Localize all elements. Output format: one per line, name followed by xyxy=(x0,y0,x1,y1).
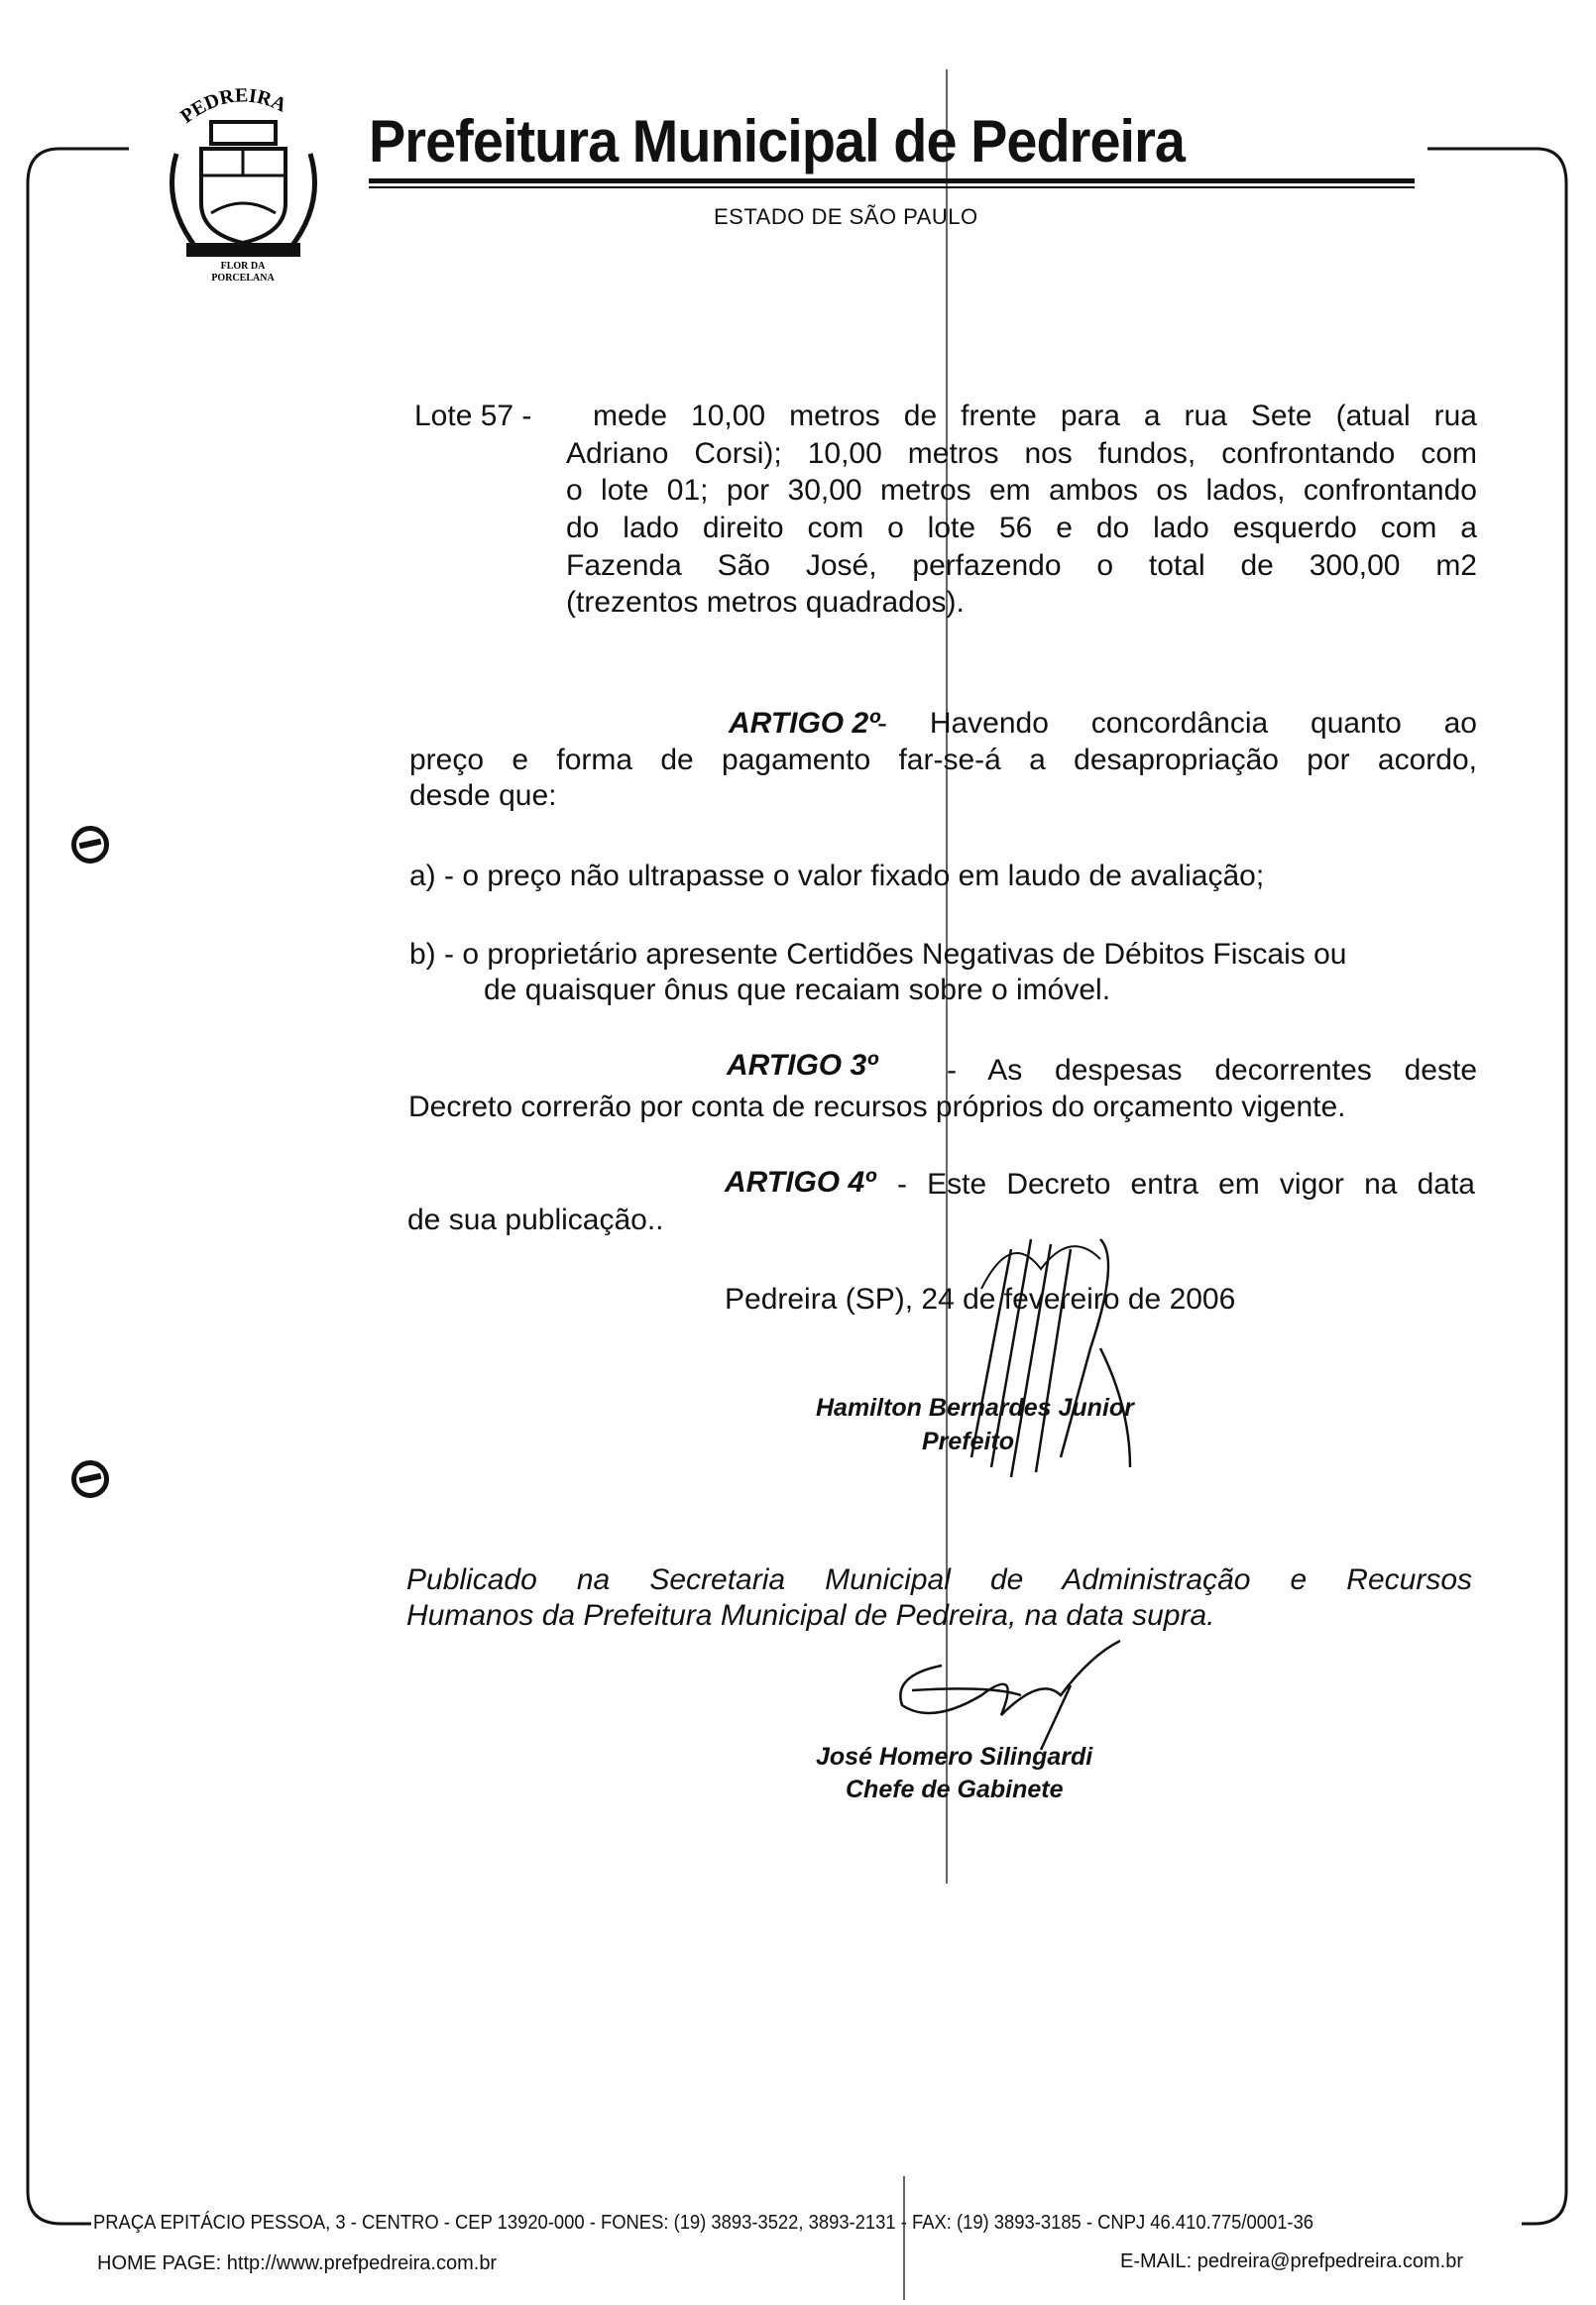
artigo-4-text: de sua publicação.. xyxy=(407,1204,664,1236)
artigo-4-label: ARTIGO 4º xyxy=(725,1166,876,1199)
coat-of-arms-logo xyxy=(157,84,330,283)
lote-label: Lote 57 - xyxy=(414,400,532,432)
signer-title: Prefeito xyxy=(922,1428,1015,1455)
title-underline xyxy=(369,178,1415,183)
publication-note: Humanos da Prefeitura Municipal de Pedreira, na data supra. xyxy=(406,1599,1215,1632)
footer-homepage[interactable]: HOME PAGE: http://www.prefpedreira.com.br xyxy=(97,2252,498,2274)
item-b: de quaisquer ônus que recaiam sobre o imóvel. xyxy=(484,974,1111,1006)
lote-line: Fazenda São José, perfazendo o total de 300,00 m2 xyxy=(566,549,1477,582)
lote-line: (trezentos metros quadrados). xyxy=(566,586,965,619)
artigo-2-text: desde que: xyxy=(409,779,557,812)
page-title: Prefeitura Municipal de Pedreira xyxy=(369,108,1186,174)
signer-name: Hamilton Bernardes Junior xyxy=(816,1394,1134,1422)
artigo-2-label: ARTIGO 2º xyxy=(729,707,880,740)
chief-signature xyxy=(872,1636,1130,1755)
artigo-3-label: ARTIGO 3º xyxy=(727,1049,878,1082)
artigo-4-text: - Este Decreto entra em vigor na data xyxy=(897,1168,1475,1201)
lote-line: o lote 01; por 30,00 metros em ambos os lados, confrontando xyxy=(566,474,1477,507)
artigo-3-text: - As despesas decorrentes deste xyxy=(947,1054,1477,1087)
item-b: b) - o proprietário apresente Certidões Negativas de Débitos Fiscais ou xyxy=(409,938,1347,971)
lote-line: Adriano Corsi); 10,00 metros nos fundos, confrontando com xyxy=(566,437,1477,470)
svg-text:PORCELANA: PORCELANA xyxy=(211,273,275,283)
item-a: a) - o preço não ultrapasse o valor fixado em laudo de avaliação; xyxy=(409,860,1265,892)
punch-hole-mark xyxy=(71,1460,109,1498)
artigo-2-text: preço e forma de pagamento far-se-á a desapropriação por acordo, xyxy=(409,744,1477,776)
punch-hole-mark xyxy=(71,826,109,864)
signer-name: José Homero Silingardi xyxy=(816,1743,1093,1771)
title-underline-thin xyxy=(369,186,1415,188)
lote-line: mede 10,00 metros de frente para a rua Sete (atual rua xyxy=(593,400,1477,432)
signer-title: Chefe de Gabinete xyxy=(846,1776,1064,1803)
artigo-2-text: - Havendo concordância quanto ao xyxy=(877,707,1477,740)
artigo-3-text: Decreto correrão por conta de recursos próprios do orçamento vigente. xyxy=(408,1091,1346,1123)
svg-text:PEDREIRA: PEDREIRA xyxy=(176,84,290,128)
footer-email[interactable]: E-MAIL: pedreira@prefpedreira.com.br xyxy=(1120,2250,1463,2272)
lote-line: do lado direito com o lote 56 e do lado esquerdo com a xyxy=(566,512,1477,544)
svg-text:FLOR DA: FLOR DA xyxy=(220,261,266,272)
footer-address: PRAÇA EPITÁCIO PESSOA, 3 - CENTRO - CEP 13920-000 - FONES: (19) 3893-3522, 3893-2131 - FAX: (19) 3893-3185 - CNPJ 46.410.775/0001-36 xyxy=(93,2212,1314,2234)
date-line: Pedreira (SP), 24 de fevereiro de 2006 xyxy=(725,1283,1236,1316)
state-subtitle: ESTADO DE SÃO PAULO xyxy=(714,204,978,229)
publication-note: Publicado na Secretaria Municipal de Administração e Recursos xyxy=(406,1563,1472,1596)
